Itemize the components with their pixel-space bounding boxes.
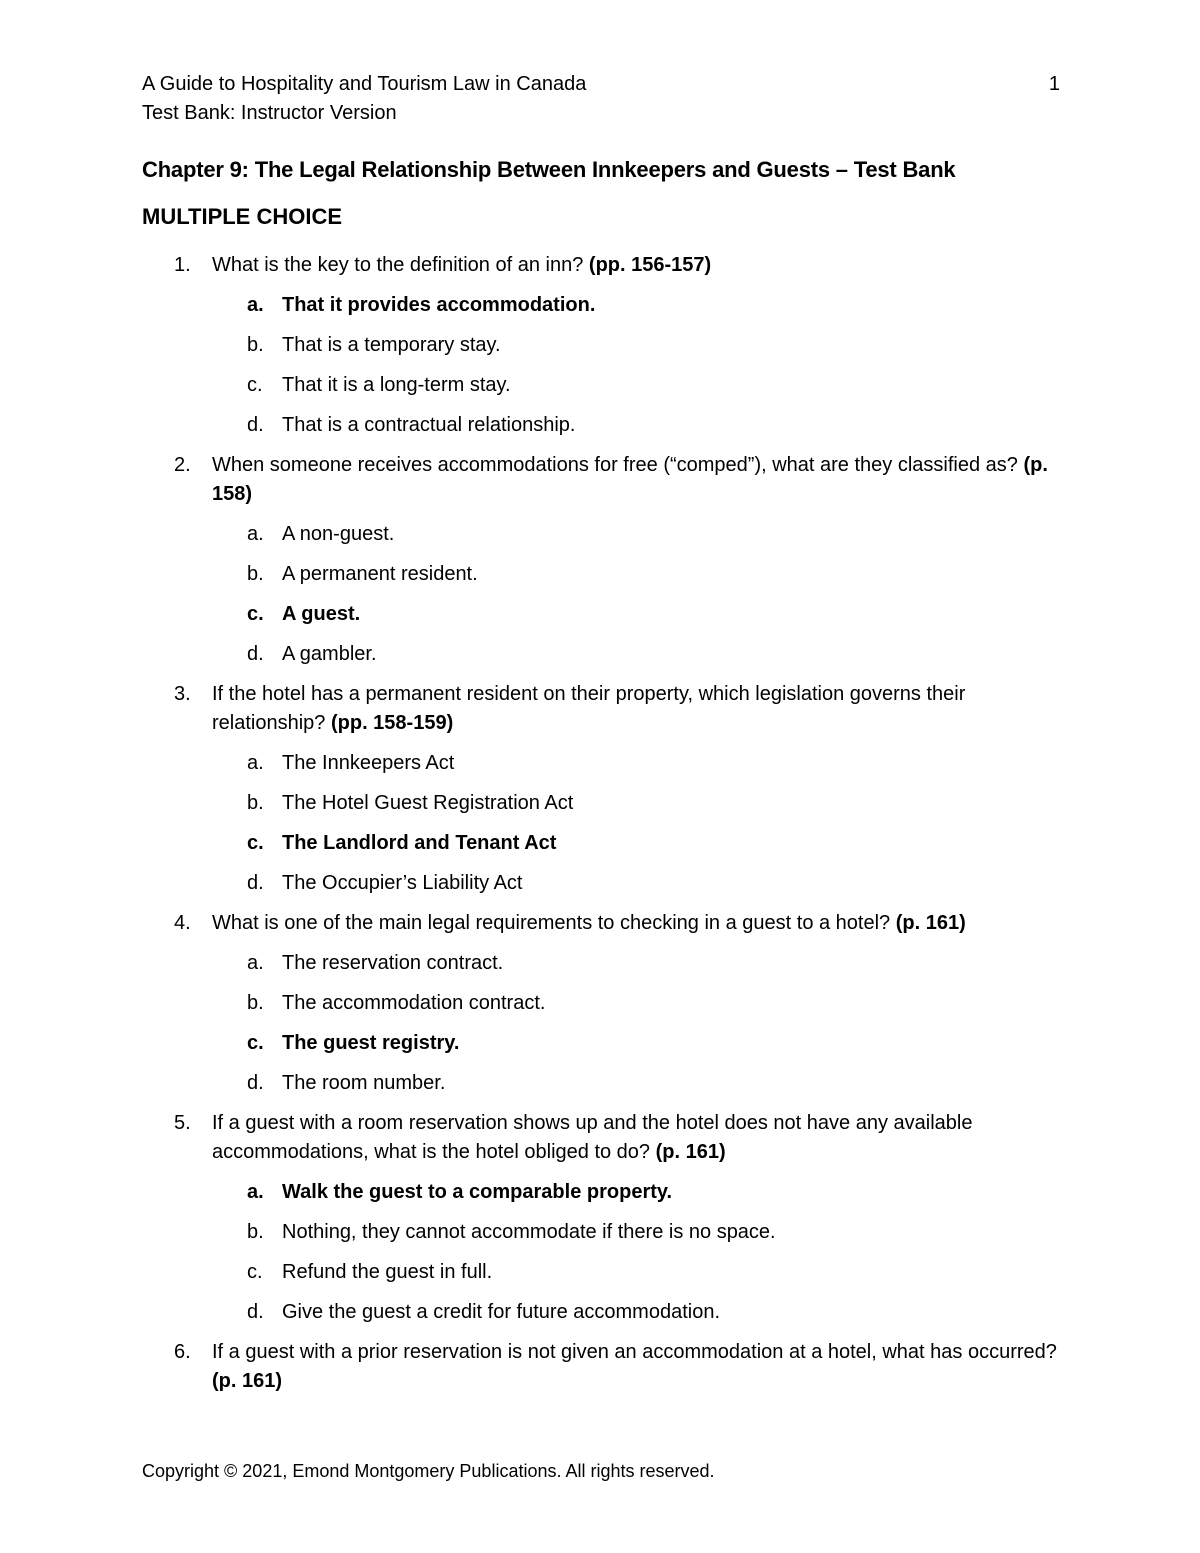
- question-text: [212, 680, 1062, 749]
- question-text: [212, 909, 1062, 949]
- option-letter: c.: [247, 1261, 263, 1283]
- option-text: The Hotel Guest Registration Act: [282, 792, 574, 814]
- page-number: 1: [1048, 73, 1060, 95]
- option-text: The Innkeepers Act: [282, 752, 455, 774]
- option-letter: a.: [247, 523, 264, 545]
- answer-option: [212, 331, 1062, 371]
- option-text: Give the guest a credit for future accommodation.: [282, 1301, 720, 1323]
- option-letter: b.: [247, 1221, 264, 1243]
- answer-option: [212, 520, 1062, 560]
- option-text: The accommodation contract.: [282, 992, 546, 1014]
- answer-option: [212, 1218, 1062, 1258]
- option-letter: d.: [247, 1072, 264, 1094]
- question-item: [142, 909, 1062, 1109]
- option-letter: b.: [247, 792, 264, 814]
- option-letter: d.: [247, 414, 264, 436]
- option-text: A permanent resident.: [282, 563, 478, 585]
- option-text: A non-guest.: [282, 523, 395, 545]
- answer-option-correct: [212, 291, 1062, 331]
- question-text: [212, 451, 1062, 520]
- question-text: [212, 1109, 1062, 1178]
- option-letter: c.: [247, 603, 264, 625]
- question-item: [142, 1109, 1062, 1338]
- answer-option: [212, 560, 1062, 600]
- option-text: Walk the guest to a comparable property.: [282, 1181, 673, 1203]
- answer-option: [212, 411, 1062, 451]
- option-text: That it is a long-term stay.: [282, 374, 511, 396]
- question-number: 2.: [174, 454, 191, 476]
- page-reference: (pp. 158-159): [330, 712, 454, 734]
- header-subtitle: Test Bank: Instructor Version: [142, 102, 397, 124]
- option-text: The guest registry.: [282, 1032, 460, 1054]
- question-number: 4.: [174, 912, 191, 934]
- question-body: If the hotel has a permanent resident on their property, which legislation governs their relationship?: [212, 683, 966, 734]
- answer-option: [212, 1258, 1062, 1298]
- option-text: A guest.: [282, 603, 361, 625]
- option-letter: b.: [247, 992, 264, 1014]
- header-book-title: A Guide to Hospitality and Tourism Law in Canada: [142, 73, 587, 95]
- answer-option-correct: [212, 600, 1062, 640]
- option-text: That it provides accommodation.: [282, 294, 596, 316]
- question-body: What is one of the main legal requirements to checking in a guest to a hotel?: [212, 912, 896, 934]
- option-text: The Occupier’s Liability Act: [282, 872, 523, 894]
- page-reference: (p. 158): [212, 454, 1048, 505]
- option-text: Nothing, they cannot accommodate if there is no space.: [282, 1221, 776, 1243]
- question-number: 1.: [174, 254, 191, 276]
- chapter-title: Chapter 9: The Legal Relationship Between Innkeepers and Guests – Test Bank: [142, 157, 956, 182]
- option-text: The room number.: [282, 1072, 446, 1094]
- option-letter: d.: [247, 1301, 264, 1323]
- question-body: What is the key to the definition of an inn?: [212, 254, 589, 276]
- section-title: MULTIPLE CHOICE: [142, 204, 343, 229]
- answer-option-correct: [212, 1029, 1062, 1069]
- option-letter: a.: [247, 1181, 264, 1203]
- option-text: Refund the guest in full.: [282, 1261, 493, 1283]
- answer-option-correct: [212, 829, 1062, 869]
- option-letter: d.: [247, 872, 264, 894]
- answer-option: [212, 371, 1062, 411]
- answer-option: [212, 749, 1062, 789]
- answer-option: [212, 640, 1062, 680]
- question-body: If a guest with a prior reservation is not given an accommodation at a hotel, what has occurred?: [212, 1341, 1057, 1363]
- question-list: [142, 251, 1062, 1407]
- answer-option: [212, 1069, 1062, 1109]
- option-letter: a.: [247, 952, 264, 974]
- option-letter: b.: [247, 563, 264, 585]
- answer-option-correct: [212, 1178, 1062, 1218]
- option-letter: a.: [247, 752, 264, 774]
- option-text: The Landlord and Tenant Act: [282, 832, 557, 854]
- question-text: [212, 251, 1062, 291]
- question-body: If a guest with a room reservation shows up and the hotel does not have any available accommodations, what is the hotel obliged to do?: [212, 1112, 973, 1163]
- option-text: That is a temporary stay.: [282, 334, 501, 356]
- question-number: 3.: [174, 683, 191, 705]
- option-text: That is a contractual relationship.: [282, 414, 576, 436]
- question-number: 5.: [174, 1112, 191, 1134]
- question-item: [142, 1338, 1062, 1407]
- answer-option: [212, 949, 1062, 989]
- page-reference: (pp. 156-157): [588, 254, 712, 276]
- copyright-footer: Copyright © 2021, Emond Montgomery Publications. All rights reserved.: [142, 1461, 715, 1481]
- answer-option: [212, 1298, 1062, 1338]
- option-letter: a.: [247, 294, 264, 316]
- question-body: When someone receives accommodations for free (“comped”), what are they classified as?: [212, 454, 1024, 476]
- page-reference: (p. 161): [895, 912, 966, 934]
- question-item: [142, 451, 1062, 680]
- page-header: [142, 70, 1060, 128]
- question-item: [142, 251, 1062, 451]
- question-text: [212, 1338, 1062, 1407]
- option-letter: c.: [247, 1032, 264, 1054]
- page-reference: (p. 161): [655, 1141, 726, 1163]
- option-letter: c.: [247, 832, 264, 854]
- answer-option: [212, 869, 1062, 909]
- option-text: The reservation contract.: [282, 952, 504, 974]
- question-number: 6.: [174, 1341, 191, 1363]
- option-letter: d.: [247, 643, 264, 665]
- answer-option: [212, 989, 1062, 1029]
- page-reference: (p. 161): [212, 1370, 283, 1392]
- option-letter: b.: [247, 334, 264, 356]
- answer-option: [212, 789, 1062, 829]
- question-item: [142, 680, 1062, 909]
- option-letter: c.: [247, 374, 263, 396]
- option-text: A gambler.: [282, 643, 377, 665]
